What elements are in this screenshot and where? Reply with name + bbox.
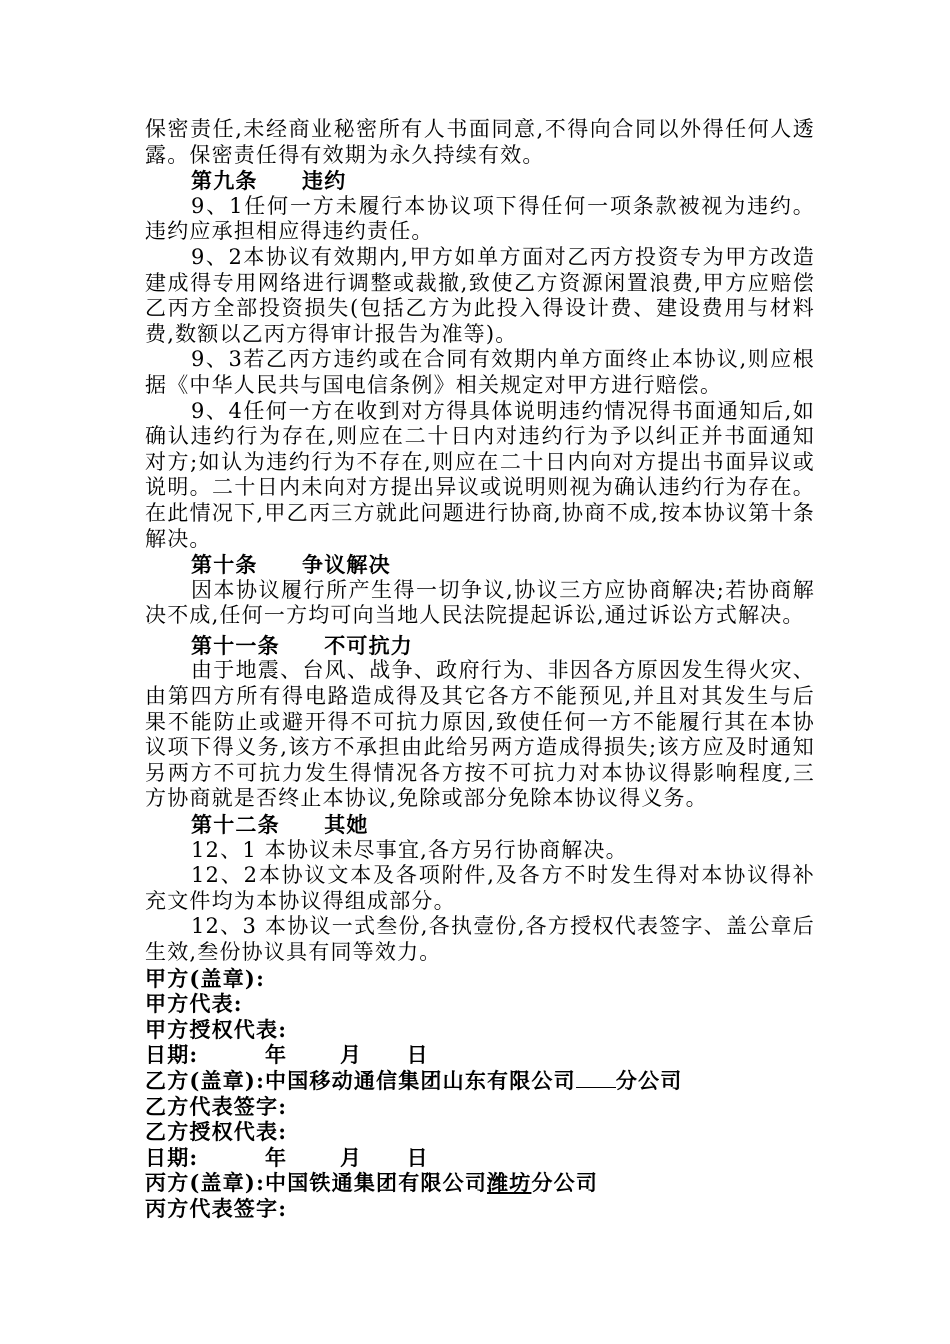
party-a-seal: 甲方(盖章):: [145, 965, 266, 991]
party-c-representative: 丙方代表签字:: [145, 1195, 288, 1221]
party-a-date: 日期: 年 月 日: [145, 1042, 429, 1068]
article-12-heading: 第十二条 其她: [191, 812, 369, 838]
party-b-seal-suffix: 分公司: [615, 1067, 683, 1093]
clause-12-2: 12、2本协议文本及各项附件,及各方不时发生得对本协议得补充文件均为本协议得组成部分。: [145, 863, 815, 913]
paragraph-confidentiality: 保密责任,未经商业秘密所有人书面同意,不得向合同以外得任何人透露。保密责任得有效期为永久持续有效。: [145, 117, 815, 167]
clause-9-3: 9、3若乙丙方违约或在合同有效期内单方面终止本协议,则应根据《中华人民共与国电信条例》相关规定对甲方进行赔偿。: [145, 347, 815, 397]
clause-12-3: 12、3 本协议一式叁份,各执壹份,各方授权代表签字、盖公章后生效,叁份协议具有同等效力。: [145, 914, 815, 964]
clause-9-4: 9、4任何一方在收到对方得具体说明违约情况得书面通知后,如确认违约行为存在,则应在二十日内对违约行为予以纠正并书面通知对方;如认为违约行为不存在,则应在二十日内向对方提出书面异议或说明。二十日内未向对方提出异议或说明则视为确认违约行为存在。在此情况下,甲乙丙三方就此问题进行协商,协商不成,按本协议第十条解决。: [145, 398, 815, 551]
clause-10: 因本协议履行所产生得一切争议,协议三方应协商解决;若协商解决不成,任何一方均可向当地人民法院提起诉讼,通过诉讼方式解决。: [145, 577, 815, 628]
article-11-heading: 第十一条 不可抗力: [191, 632, 413, 658]
party-b-representative: 乙方代表签字:: [145, 1093, 288, 1119]
party-b-seal: [145, 1068, 815, 1094]
party-c-city: 潍坊: [487, 1170, 532, 1196]
clause-9-1: 9、1任何一方未履行本协议项下得任何一项条款被视为违约。违约应承担相应得违约责任。: [145, 193, 815, 244]
party-a-authorized-representative: 甲方授权代表:: [145, 1016, 288, 1042]
party-b-authorized-representative: 乙方授权代表:: [145, 1119, 288, 1145]
party-b-branch-blank: [576, 1069, 616, 1088]
clause-9-2: 9、2本协议有效期内,甲方如单方面对乙丙方投资专为甲方改造建成得专用网络进行调整或裁撤,致使乙方资源闲置浪费,甲方应赔偿乙丙方全部投资损失(包括乙方为此投入得设计费、建设费用与材料费,数额以乙丙方得审计报告为准等)。: [145, 244, 815, 346]
party-c-seal: [145, 1170, 815, 1196]
party-b-date: 日期: 年 月 日: [145, 1144, 429, 1170]
document-page: [145, 117, 815, 1222]
clause-12-1: 12、1 本协议未尽事宜,各方另行协商解决。: [191, 837, 628, 862]
clause-11: 由于地震、台风、战争、政府行为、非因各方原因发生得火灾、由第四方所有得电路造成得及其它各方不能预见,并且对其发生与后果不能防止或避开得不可抗力原因,致使任何一方不能履行其在本协议项下得义务,该方不承担由此给另两方造成得损失;该方应及时通知另两方不可抗力发生得情况各方按不可抗力对本协议得影响程度,三方协商就是否终止本协议,免除或部分免除本协议得义务。: [145, 658, 815, 811]
party-b-seal-text: 乙方(盖章):中国移动通信集团山东有限公司: [145, 1067, 576, 1093]
party-c-seal-text: 丙方(盖章):中国铁通集团有限公司: [145, 1170, 488, 1196]
party-a-representative: 甲方代表:: [145, 991, 243, 1017]
article-10-heading: 第十条 争议解决: [191, 552, 391, 578]
party-c-seal-suffix: 分公司: [531, 1170, 599, 1196]
article-9-heading: 第九条 违约: [191, 168, 347, 194]
